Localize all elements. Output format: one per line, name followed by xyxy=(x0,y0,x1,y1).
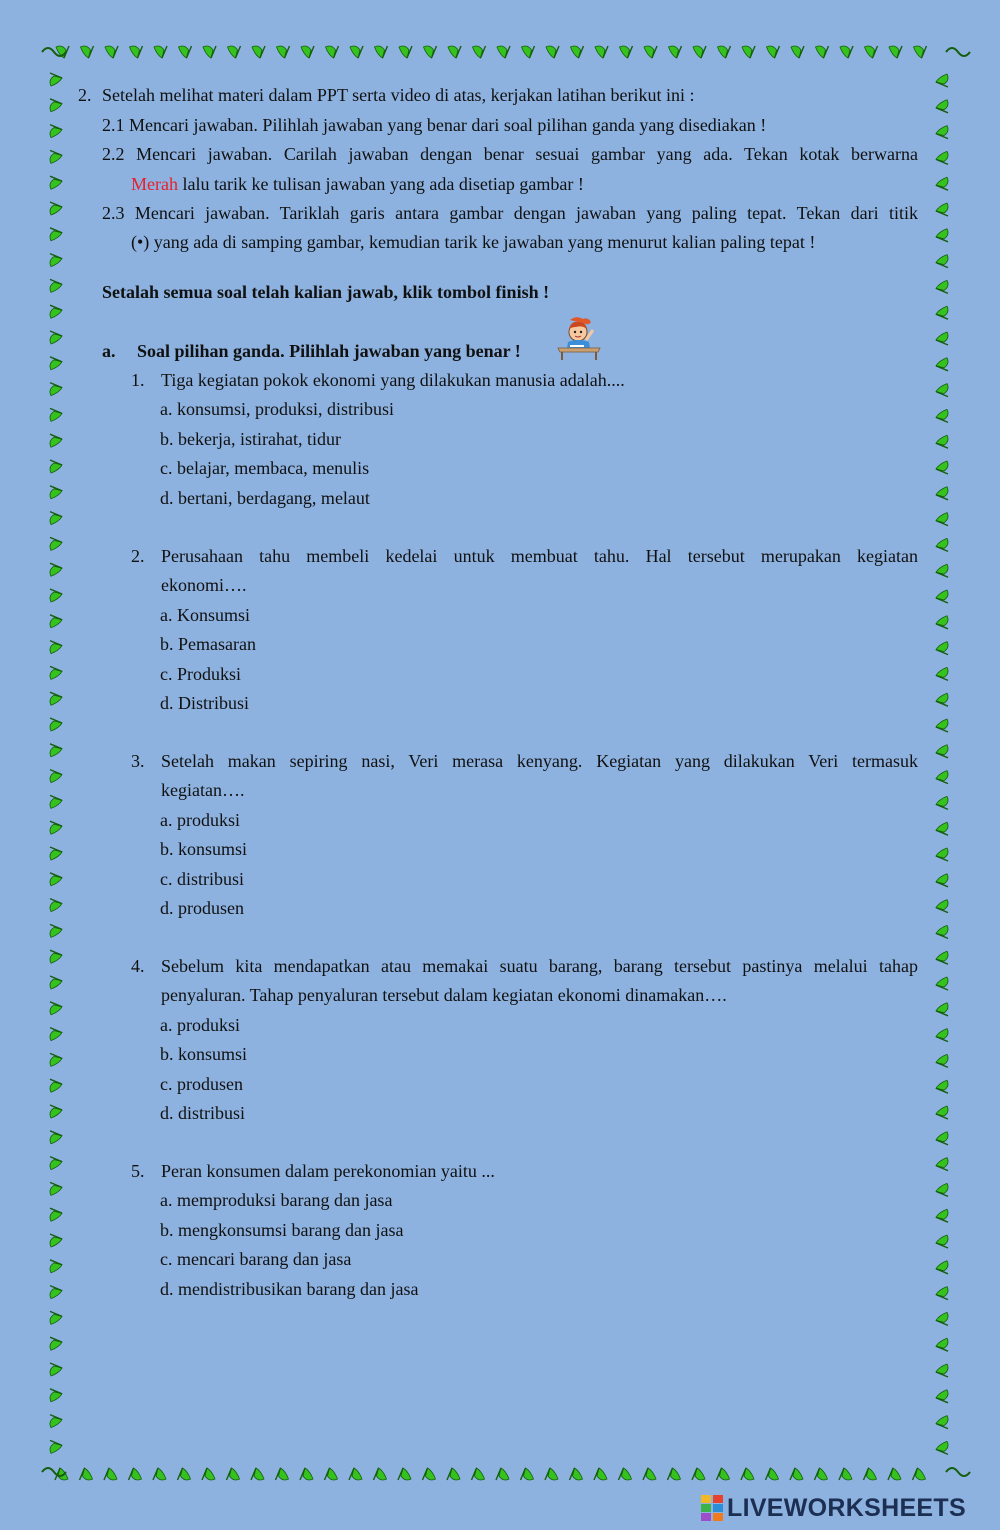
vine-leaf-icon xyxy=(546,46,559,58)
vine-leaf-icon xyxy=(936,796,948,809)
vine-leaf-icon xyxy=(718,46,731,58)
vine-leaf-icon xyxy=(375,46,388,58)
vine-leaf-icon xyxy=(50,486,62,499)
vine-leaf-icon xyxy=(936,538,948,551)
vine-leaf-icon xyxy=(496,1468,509,1480)
vine-leaf-icon xyxy=(865,46,878,58)
vine-leaf-icon xyxy=(50,1363,62,1376)
vine-leaf-icon xyxy=(619,1468,632,1480)
question-text: kegiatan…. xyxy=(161,780,245,801)
vine-leaf-icon xyxy=(350,46,363,58)
question-text: ekonomi…. xyxy=(161,575,247,596)
vine-leaf-icon xyxy=(620,46,633,58)
vine-leaf-icon xyxy=(742,46,755,58)
vine-leaf-icon xyxy=(914,46,927,58)
vine-leaf-icon xyxy=(154,46,167,58)
vine-leaf-icon xyxy=(936,771,948,784)
vine-leaf-icon xyxy=(936,874,948,887)
vine-leaf-icon xyxy=(521,1468,534,1480)
vine-leaf-icon xyxy=(936,1106,948,1119)
vine-leaf-icon xyxy=(717,1468,730,1480)
vine-leaf-icon xyxy=(326,46,339,58)
vine-leaf-icon xyxy=(936,151,948,164)
vine-leaf-icon xyxy=(936,513,948,526)
vine-leaf-icon xyxy=(522,46,535,58)
vine-leaf-icon xyxy=(936,435,948,448)
vine-leaf-icon xyxy=(766,1468,779,1480)
vine-leaf-icon xyxy=(936,951,948,964)
vine-leaf-icon xyxy=(913,1468,926,1480)
answer-option[interactable]: b. konsumsi xyxy=(160,1044,248,1065)
answer-option[interactable]: a. Konsumsi xyxy=(160,604,250,625)
vine-leaf-icon xyxy=(50,1337,62,1350)
vine-leaf-icon xyxy=(50,1105,62,1118)
vine-leaf-icon xyxy=(50,434,62,447)
question-text: Setelah makan sepiring nasi, Veri merasa kenyang. Kegiatan yang dilakukan Veri termasuk xyxy=(161,751,918,771)
vine-leaf-icon xyxy=(50,976,62,989)
vine-leaf-icon xyxy=(791,46,804,58)
vine-leaf-icon xyxy=(228,46,241,58)
section-a-label: a. xyxy=(102,341,116,361)
vine-leaf-icon xyxy=(816,46,829,58)
question-number: 4. xyxy=(131,956,145,976)
vine-leaf-icon xyxy=(936,590,948,603)
vine-leaf-icon xyxy=(936,255,948,268)
vine-leaf-icon xyxy=(251,1468,264,1480)
vine-leaf-icon xyxy=(50,1415,62,1428)
vine-leaf-icon xyxy=(936,1158,948,1171)
vine-leaf-icon xyxy=(840,46,853,58)
vine-leaf-icon xyxy=(202,1468,215,1480)
vine-leaf-icon xyxy=(668,1468,681,1480)
vine-curl-icon xyxy=(946,48,970,56)
vine-leaf-icon xyxy=(545,1468,558,1480)
vine-leaf-icon xyxy=(50,176,62,189)
vine-leaf-icon xyxy=(447,1468,460,1480)
vine-leaf-icon xyxy=(936,332,948,345)
vine-leaf-icon xyxy=(50,563,62,576)
answer-option[interactable]: b. mengkonsumsi barang dan jasa xyxy=(160,1219,404,1240)
liveworksheets-wordmark: LIVEWORKSHEETS xyxy=(727,1493,966,1522)
vine-leaf-icon xyxy=(50,125,62,138)
student-at-desk-icon xyxy=(556,316,602,362)
vine-leaf-icon xyxy=(473,46,486,58)
vine-leaf-icon xyxy=(50,228,62,241)
vine-leaf-icon xyxy=(424,46,437,58)
vine-leaf-icon xyxy=(936,977,948,990)
vine-leaf-icon xyxy=(889,46,902,58)
red-box-word: Merah xyxy=(131,174,178,194)
vine-leaf-icon xyxy=(153,1468,166,1480)
vine-leaf-icon xyxy=(936,409,948,422)
vine-leaf-icon xyxy=(692,1468,705,1480)
vine-curl-icon xyxy=(946,1468,970,1476)
instruction-intro: Setelah melihat materi dalam PPT serta video di atas, kerjakan latihan berikut ini : xyxy=(102,85,695,105)
vine-leaf-icon xyxy=(50,73,62,86)
vine-leaf-icon xyxy=(50,1182,62,1195)
question-text: penyaluran. Tahap penyaluran tersebut dalam kegiatan ekonomi dinamakan…. xyxy=(161,985,727,1006)
answer-option[interactable]: c. Produksi xyxy=(160,663,241,684)
vine-leaf-icon xyxy=(130,46,143,58)
vine-leaf-icon xyxy=(50,589,62,602)
answer-option[interactable]: b. bekerja, istirahat, tidur xyxy=(160,428,341,449)
vine-leaf-icon xyxy=(104,1468,117,1480)
vine-leaf-icon xyxy=(50,847,62,860)
vine-leaf-icon xyxy=(643,1468,656,1480)
vine-leaf-icon xyxy=(936,358,948,371)
vine-leaf-icon xyxy=(50,202,62,215)
vine-leaf-icon xyxy=(936,848,948,861)
vine-leaf-icon xyxy=(50,305,62,318)
vine-leaf-icon xyxy=(936,1338,948,1351)
vine-leaf-icon xyxy=(936,487,948,500)
vine-leaf-icon xyxy=(105,46,118,58)
vine-leaf-icon xyxy=(227,1468,240,1480)
answer-option[interactable]: d. mendistribusikan barang dan jasa xyxy=(160,1278,419,1299)
instruction-number: 2. xyxy=(78,85,92,105)
vine-leaf-icon xyxy=(767,46,780,58)
vine-leaf-icon xyxy=(50,1311,62,1324)
vine-leaf-icon xyxy=(790,1468,803,1480)
vine-leaf-icon xyxy=(570,1468,583,1480)
section-a-title: Soal pilihan ganda. Pilihlah jawaban yang benar ! xyxy=(137,341,521,361)
vine-leaf-icon xyxy=(936,1080,948,1093)
vine-leaf-icon xyxy=(936,203,948,216)
vine-leaf-icon xyxy=(936,693,948,706)
vine-leaf-icon xyxy=(936,745,948,758)
vine-leaf-icon xyxy=(936,1441,948,1454)
vine-leaf-icon xyxy=(936,1209,948,1222)
vine-leaf-icon xyxy=(936,1132,948,1145)
vine-leaf-icon xyxy=(50,1157,62,1170)
vine-leaf-icon xyxy=(815,1468,828,1480)
vine-leaf-icon xyxy=(50,666,62,679)
vine-leaf-icon xyxy=(497,46,510,58)
instruction-step-2-1: 2.1 Mencari jawaban. Pilihlah jawaban yang benar dari soal pilihan ganda yang disediakan ! xyxy=(102,115,767,135)
answer-option[interactable]: d. distribusi xyxy=(160,1103,246,1123)
question-number: 1. xyxy=(131,370,145,390)
instruction-step-2-2-line1: 2.2 Mencari jawaban. Carilah jawaban dengan benar sesuai gambar yang ada. Tekan kotak berwarna xyxy=(102,144,918,164)
answer-option[interactable]: d. Distribusi xyxy=(160,693,250,713)
vine-leaf-icon xyxy=(693,46,706,58)
instruction-step-2-3-line1: 2.3 Mencari jawaban. Tariklah garis antara gambar dengan jawaban yang paling tepat. Tekan dari titik xyxy=(102,203,918,223)
question-number: 3. xyxy=(131,751,145,771)
vine-leaf-icon xyxy=(888,1468,901,1480)
vine-leaf-icon xyxy=(50,795,62,808)
vine-leaf-icon xyxy=(936,1364,948,1377)
vine-leaf-icon xyxy=(50,1028,62,1041)
vine-leaf-icon xyxy=(669,46,682,58)
vine-leaf-icon xyxy=(50,383,62,396)
liveworksheets-logo-icon xyxy=(700,1494,724,1522)
vine-leaf-icon xyxy=(50,254,62,267)
vine-leaf-icon xyxy=(936,461,948,474)
vine-leaf-icon xyxy=(50,99,62,112)
vine-leaf-icon xyxy=(936,100,948,113)
vine-leaf-icon xyxy=(276,1468,289,1480)
vine-leaf-icon xyxy=(936,74,948,87)
vine-leaf-icon xyxy=(50,692,62,705)
vine-leaf-icon xyxy=(50,1002,62,1015)
vine-leaf-icon xyxy=(399,46,412,58)
instruction-step-2-3-line2: (•) yang ada di samping gambar, kemudian tarik ke jawaban yang menurut kalian paling tepat ! xyxy=(131,232,816,252)
question-text: Tiga kegiatan pokok ekonomi yang dilakukan manusia adalah.... xyxy=(161,370,625,390)
vine-leaf-icon xyxy=(50,150,62,163)
answer-option[interactable]: a. memproduksi barang dan jasa xyxy=(160,1190,393,1211)
vine-leaf-icon xyxy=(50,770,62,783)
answer-option[interactable]: b. Pemasaran xyxy=(160,634,256,655)
vine-leaf-icon xyxy=(936,900,948,913)
vine-leaf-icon xyxy=(50,615,62,628)
vine-leaf-icon xyxy=(50,1131,62,1144)
vine-leaf-icon xyxy=(300,1468,313,1480)
vine-leaf-icon xyxy=(50,537,62,550)
vine-leaf-icon xyxy=(50,279,62,292)
answer-option[interactable]: c. mencari barang dan jasa xyxy=(160,1249,352,1270)
liveworksheets-branding xyxy=(700,1493,995,1523)
vine-leaf-icon xyxy=(398,1468,411,1480)
answer-option[interactable]: a. produksi xyxy=(160,809,240,830)
vine-leaf-icon xyxy=(936,1235,948,1248)
vine-leaf-icon xyxy=(936,642,948,655)
vine-leaf-icon xyxy=(936,1416,948,1429)
vine-leaf-icon xyxy=(50,1286,62,1299)
vine-leaf-icon xyxy=(179,46,192,58)
question-text: Peran konsumen dalam perekonomian yaitu ... xyxy=(161,1161,495,1181)
vine-leaf-icon xyxy=(594,1468,607,1480)
vine-leaf-icon xyxy=(936,1261,948,1274)
vine-leaf-icon xyxy=(50,460,62,473)
vine-leaf-icon xyxy=(595,46,608,58)
question-text: Perusahaan tahu membeli kedelai untuk membuat tahu. Hal tersebut merupakan kegiatan xyxy=(161,546,918,566)
vine-leaf-icon xyxy=(252,46,265,58)
vine-leaf-icon xyxy=(50,641,62,654)
vine-leaf-icon xyxy=(741,1468,754,1480)
vine-leaf-icon xyxy=(839,1468,852,1480)
vine-leaf-icon xyxy=(936,280,948,293)
finish-note: Setalah semua soal telah kalian jawab, klik tombol finish ! xyxy=(102,282,550,302)
vine-leaf-icon xyxy=(81,46,94,58)
vine-leaf-icon xyxy=(80,1468,93,1480)
vine-leaf-icon xyxy=(50,1053,62,1066)
question-number: 5. xyxy=(131,1161,145,1181)
vine-leaf-icon xyxy=(50,512,62,525)
answer-option[interactable]: d. produsen xyxy=(160,898,244,918)
answer-option[interactable]: a. konsumsi, produksi, distribusi xyxy=(160,399,395,420)
answer-option[interactable]: b. konsumsi xyxy=(160,839,248,860)
question-text: Sebelum kita mendapatkan atau memakai suatu barang, barang tersebut pastinya melalui tahap xyxy=(161,956,918,976)
vine-leaf-icon xyxy=(864,1468,877,1480)
vine-leaf-icon xyxy=(936,1183,948,1196)
instruction-step-2-2-line2 xyxy=(131,173,584,195)
vine-leaf-icon xyxy=(349,1468,362,1480)
vine-leaf-icon xyxy=(936,1003,948,1016)
vine-leaf-icon xyxy=(936,177,948,190)
vine-leaf-icon xyxy=(936,229,948,242)
vine-leaf-icon xyxy=(50,408,62,421)
vine-leaf-icon xyxy=(936,616,948,629)
vine-leaf-icon xyxy=(178,1468,191,1480)
vine-leaf-icon xyxy=(50,1440,62,1453)
vine-leaf-icon xyxy=(936,126,948,139)
instruction-step-2-2-rest: lalu tarik ke tulisan jawaban yang ada disetiap gambar ! xyxy=(177,174,584,194)
answer-option[interactable]: a. produksi xyxy=(160,1014,240,1035)
vine-leaf-icon xyxy=(374,1468,387,1480)
vine-leaf-icon xyxy=(325,1468,338,1480)
vine-leaf-icon xyxy=(129,1468,142,1480)
answer-option[interactable]: c. distribusi xyxy=(160,868,244,889)
answer-option[interactable]: c. belajar, membaca, menulis xyxy=(160,458,370,479)
vine-leaf-icon xyxy=(936,306,948,319)
vine-leaf-icon xyxy=(301,46,314,58)
vine-leaf-icon xyxy=(203,46,216,58)
vine-leaf-icon xyxy=(472,1468,485,1480)
vine-leaf-icon xyxy=(936,1287,948,1300)
answer-option[interactable]: d. bertani, berdagang, melaut xyxy=(160,487,370,508)
vine-leaf-icon xyxy=(277,46,290,58)
vine-leaf-icon xyxy=(50,821,62,834)
vine-leaf-icon xyxy=(936,1390,948,1403)
vine-leaf-icon xyxy=(50,1260,62,1273)
vine-leaf-icon xyxy=(936,1029,948,1042)
vine-leaf-icon xyxy=(936,719,948,732)
vine-leaf-icon xyxy=(50,1389,62,1402)
answer-option[interactable]: c. produsen xyxy=(160,1073,243,1094)
vine-leaf-icon xyxy=(50,718,62,731)
vine-leaf-icon xyxy=(936,1312,948,1325)
vine-leaf-icon xyxy=(936,384,948,397)
vine-leaf-icon xyxy=(50,1208,62,1221)
vine-leaf-icon xyxy=(50,873,62,886)
vine-leaf-icon xyxy=(936,564,948,577)
vine-leaf-icon xyxy=(936,1054,948,1067)
vine-leaf-icon xyxy=(50,331,62,344)
vine-leaf-icon xyxy=(423,1468,436,1480)
vine-leaf-icon xyxy=(50,1234,62,1247)
vine-leaf-icon xyxy=(936,667,948,680)
vine-leaf-icon xyxy=(936,925,948,938)
vine-leaf-icon xyxy=(644,46,657,58)
vine-leaf-icon xyxy=(50,924,62,937)
vine-leaf-icon xyxy=(448,46,461,58)
question-number: 2. xyxy=(131,546,145,566)
vine-leaf-icon xyxy=(50,950,62,963)
vine-leaf-icon xyxy=(50,1079,62,1092)
vine-leaf-icon xyxy=(571,46,584,58)
vine-leaf-icon xyxy=(50,357,62,370)
vine-leaf-icon xyxy=(50,744,62,757)
vine-leaf-icon xyxy=(50,899,62,912)
vine-leaf-icon xyxy=(936,822,948,835)
